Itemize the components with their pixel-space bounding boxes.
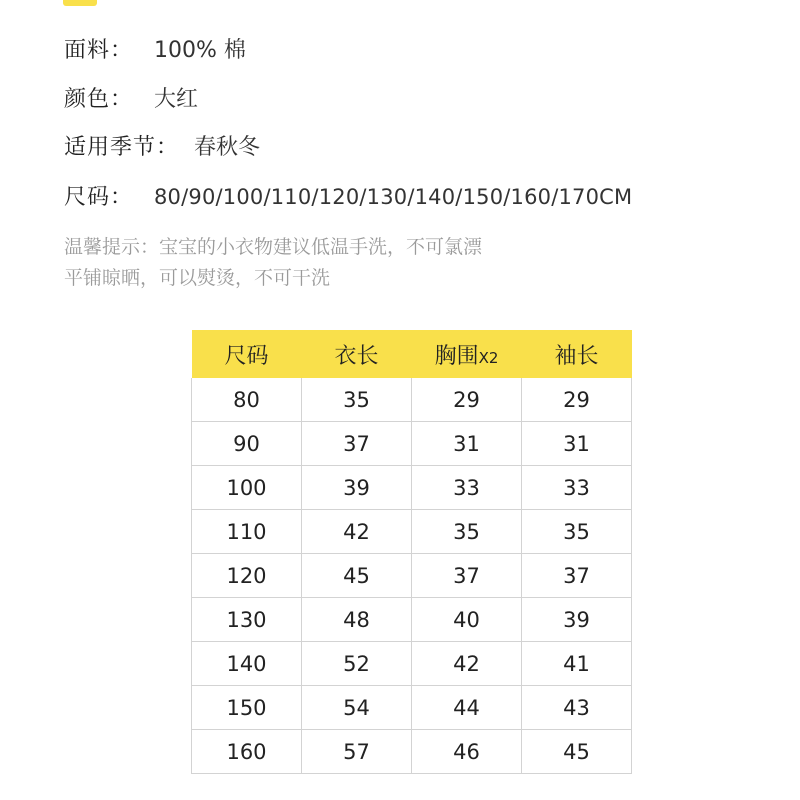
header-chest-suffix: X2 bbox=[478, 348, 499, 367]
spec-color-value: 大红 bbox=[154, 87, 199, 112]
spec-size bbox=[64, 182, 632, 213]
cell-size: 150 bbox=[192, 686, 302, 730]
cell-length: 35 bbox=[302, 378, 412, 422]
cell-length: 42 bbox=[302, 510, 412, 554]
table-row bbox=[192, 378, 632, 422]
spec-size-value: 80/90/100/110/120/130/140/150/160/170CM bbox=[154, 185, 633, 209]
cell-sleeve: 37 bbox=[522, 554, 632, 598]
cell-chest: 40 bbox=[412, 598, 522, 642]
cell-chest: 33 bbox=[412, 466, 522, 510]
spec-color-label: 颜色： bbox=[64, 87, 134, 112]
spec-season-value: 春秋冬 bbox=[194, 135, 261, 160]
cell-sleeve: 43 bbox=[522, 686, 632, 730]
cell-size: 130 bbox=[192, 598, 302, 642]
cell-length: 48 bbox=[302, 598, 412, 642]
cell-size: 110 bbox=[192, 510, 302, 554]
spec-season-label: 适用季节： bbox=[64, 135, 180, 160]
table-row bbox=[192, 598, 632, 642]
cell-length: 37 bbox=[302, 422, 412, 466]
table-row bbox=[192, 466, 632, 510]
cell-size: 140 bbox=[192, 642, 302, 686]
header-length: 衣长 bbox=[302, 330, 412, 378]
cell-size: 160 bbox=[192, 730, 302, 774]
table-row bbox=[192, 510, 632, 554]
cell-chest: 46 bbox=[412, 730, 522, 774]
table-row bbox=[192, 422, 632, 466]
header-chest bbox=[412, 330, 522, 378]
header-chest-label: 胸围 bbox=[434, 343, 479, 369]
cell-chest: 31 bbox=[412, 422, 522, 466]
spec-size-label: 尺码： bbox=[64, 185, 134, 210]
cell-length: 54 bbox=[302, 686, 412, 730]
cell-sleeve: 41 bbox=[522, 642, 632, 686]
cell-size: 90 bbox=[192, 422, 302, 466]
cell-chest: 37 bbox=[412, 554, 522, 598]
cell-chest: 44 bbox=[412, 686, 522, 730]
size-chart-table bbox=[191, 330, 632, 774]
cell-chest: 29 bbox=[412, 378, 522, 422]
header-size: 尺码 bbox=[192, 330, 302, 378]
cell-length: 45 bbox=[302, 554, 412, 598]
spec-fabric-label: 面料： bbox=[64, 38, 134, 63]
table-row bbox=[192, 686, 632, 730]
table-row bbox=[192, 554, 632, 598]
cell-size: 120 bbox=[192, 554, 302, 598]
spec-fabric-value: 100% 棉 bbox=[154, 38, 246, 63]
size-chart-header-row bbox=[192, 330, 632, 378]
cell-chest: 35 bbox=[412, 510, 522, 554]
spec-season bbox=[64, 133, 260, 163]
spec-color bbox=[64, 85, 198, 115]
accent-mark bbox=[63, 0, 97, 6]
care-tip-line-2: 平铺晾晒，可以熨烫，不可干洗 bbox=[64, 267, 331, 289]
care-tip bbox=[64, 232, 482, 294]
cell-length: 52 bbox=[302, 642, 412, 686]
cell-sleeve: 31 bbox=[522, 422, 632, 466]
cell-size: 100 bbox=[192, 466, 302, 510]
cell-size: 80 bbox=[192, 378, 302, 422]
cell-sleeve: 29 bbox=[522, 378, 632, 422]
cell-sleeve: 39 bbox=[522, 598, 632, 642]
cell-sleeve: 35 bbox=[522, 510, 632, 554]
cell-length: 57 bbox=[302, 730, 412, 774]
size-chart-body bbox=[192, 378, 632, 774]
spec-fabric bbox=[64, 36, 246, 66]
table-row bbox=[192, 642, 632, 686]
header-sleeve: 袖长 bbox=[522, 330, 632, 378]
cell-length: 39 bbox=[302, 466, 412, 510]
table-row bbox=[192, 730, 632, 774]
cell-sleeve: 45 bbox=[522, 730, 632, 774]
care-tip-line-1: 温馨提示：宝宝的小衣物建议低温手洗，不可氯漂 bbox=[64, 236, 483, 258]
cell-chest: 42 bbox=[412, 642, 522, 686]
cell-sleeve: 33 bbox=[522, 466, 632, 510]
